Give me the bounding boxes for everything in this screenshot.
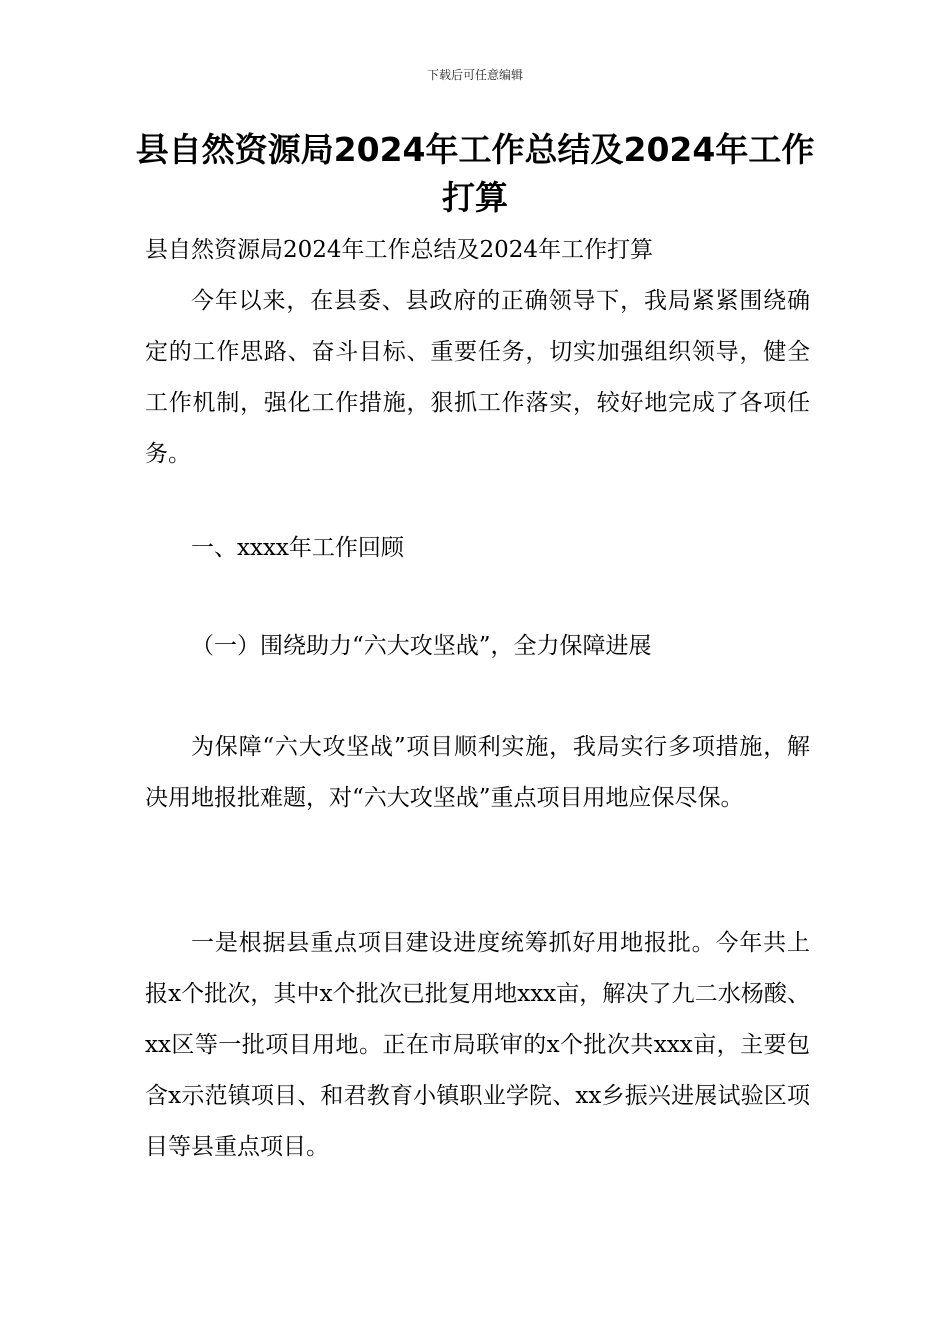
document-subtitle: 县自然资源局2024年工作总结及2024年工作打算 [145, 237, 654, 263]
document-title: 县自然资源局2024年工作总结及2024年工作打算 [135, 130, 815, 217]
section-heading: 一、xxxx年工作回顾 [191, 535, 404, 561]
subsection-heading: （一）围绕助力“六大攻坚战”，全力保障进展 [191, 633, 652, 659]
header-note: 下载后可任意编辑 [426, 68, 523, 82]
body-paragraph-2: 一是根据县重点项目建设进度统筹抓好用地报批。今年共上报x个批次，其中x个批次已批复用地xxx亩，解决了九二水杨酸、xx区等一批项目用地。正在市局联审的x个批次共xxx亩，主要包含x示范镇项目、和君教育小镇职业学院、xx乡振兴进展试验区项目等县重点项目。 [145, 930, 810, 1160]
body-paragraph-1: 为保障“六大攻坚战”项目顺利实施，我局实行多项措施，解决用地报批难题，对“六大攻坚战”重点项目用地应保尽保。 [145, 734, 810, 811]
intro-paragraph: 今年以来，在县委、县政府的正确领导下，我局紧紧围绕确定的工作思路、奋斗目标、重要任务，切实加强组织领导，健全工作机制，强化工作措施，狠抓工作落实，较好地完成了各项任务。 [145, 288, 810, 467]
